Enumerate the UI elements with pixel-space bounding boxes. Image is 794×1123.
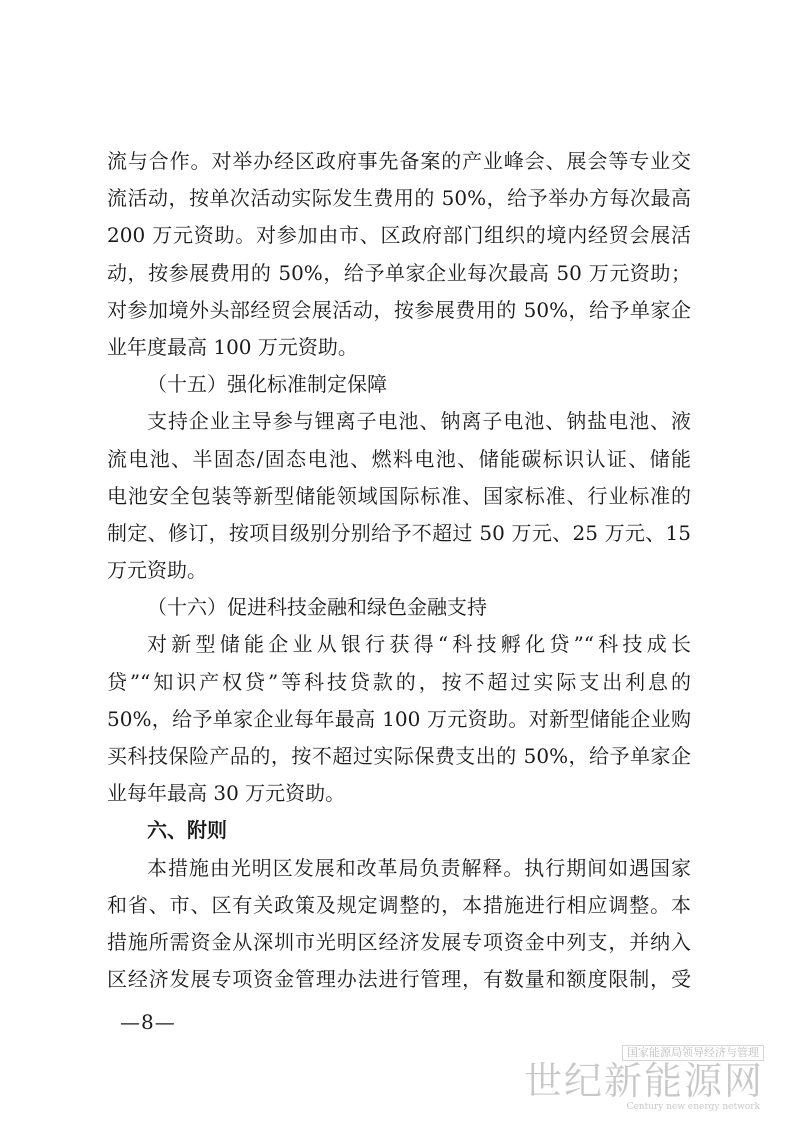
paragraph-line: 业每年最高 30 万元资助。 xyxy=(107,781,346,806)
paragraph-line: 动，按参展费用的 50%，给予单家企业每次最高 50 万元资助； xyxy=(107,260,691,285)
paragraph-line: 流电池、半固态/固态电池、燃料电池、储能碳标识认证、储能 xyxy=(107,446,691,471)
watermark-sub-text: Century new energy network xyxy=(626,1102,760,1112)
paragraph-line: 电池安全包装等新型储能领域国际标准、国家标准、行业标准的 xyxy=(107,483,691,508)
paragraph-line: 贷”“知识产权贷”等科技贷款的，按不超过实际支出利息的 xyxy=(107,669,691,694)
paragraph-line: 流与合作。对举办经区政府事先备案的产业峰会、展会等专业交 xyxy=(107,149,691,173)
paragraph-line: 买科技保险产品的，按不超过实际保费支出的 50%，给予单家企 xyxy=(107,744,691,768)
paragraph-line: 制定、修订，按项目级别分别给予不超过 50 万元、25 万元、15 xyxy=(107,520,691,545)
page-number: —8— xyxy=(120,1010,176,1034)
watermark-main-text: 世纪新能源网 xyxy=(523,1059,764,1103)
paragraph-line: 区经济发展专项资金管理办法进行管理，有数量和额度限制，受 xyxy=(107,967,691,992)
paragraph-line: 50%，给予单家企业每年最高 100 万元资助。对新型储能企业购 xyxy=(107,706,691,731)
paragraph-line: 对参加境外头部经贸会展活动，按参展费用的 50%，给予单家企 xyxy=(107,297,691,322)
paragraph-line: 200 万元资助。对参加由市、区政府部门组织的境内经贸会展活 xyxy=(107,223,691,248)
paragraph-line: 措施所需资金从深圳市光明区经济发展专项资金中列支，并纳入 xyxy=(107,929,691,954)
paragraph-line: 和省、市、区有关政策及规定调整的，本措施进行相应调整。本 xyxy=(107,892,691,917)
watermark-top-text: 国家能源局领导经济与管理 xyxy=(622,1045,764,1061)
paragraph-line: 流活动，按单次活动实际发生费用的 50%，给予举办方每次最高 xyxy=(107,186,691,211)
document-body xyxy=(107,143,691,998)
section-heading-15: （十五）强化标准制定保障 xyxy=(147,372,387,397)
paragraph-line: 对新型储能企业从银行获得“科技孵化贷”“科技成长 xyxy=(147,632,691,657)
section-heading-appendix: 六、附则 xyxy=(147,818,227,843)
watermark-logo xyxy=(523,1045,764,1115)
paragraph-line: 本措施由光明区发展和改革局负责解释。执行期间如遇国家 xyxy=(147,855,691,880)
paragraph-line: 业年度最高 100 万元资助。 xyxy=(107,334,358,359)
paragraph-line: 支持企业主导参与锂离子电池、钠离子电池、钠盐电池、液 xyxy=(147,409,691,434)
paragraph-line: 万元资助。 xyxy=(107,558,207,583)
section-heading-16: （十六）促进科技金融和绿色金融支持 xyxy=(147,595,487,620)
